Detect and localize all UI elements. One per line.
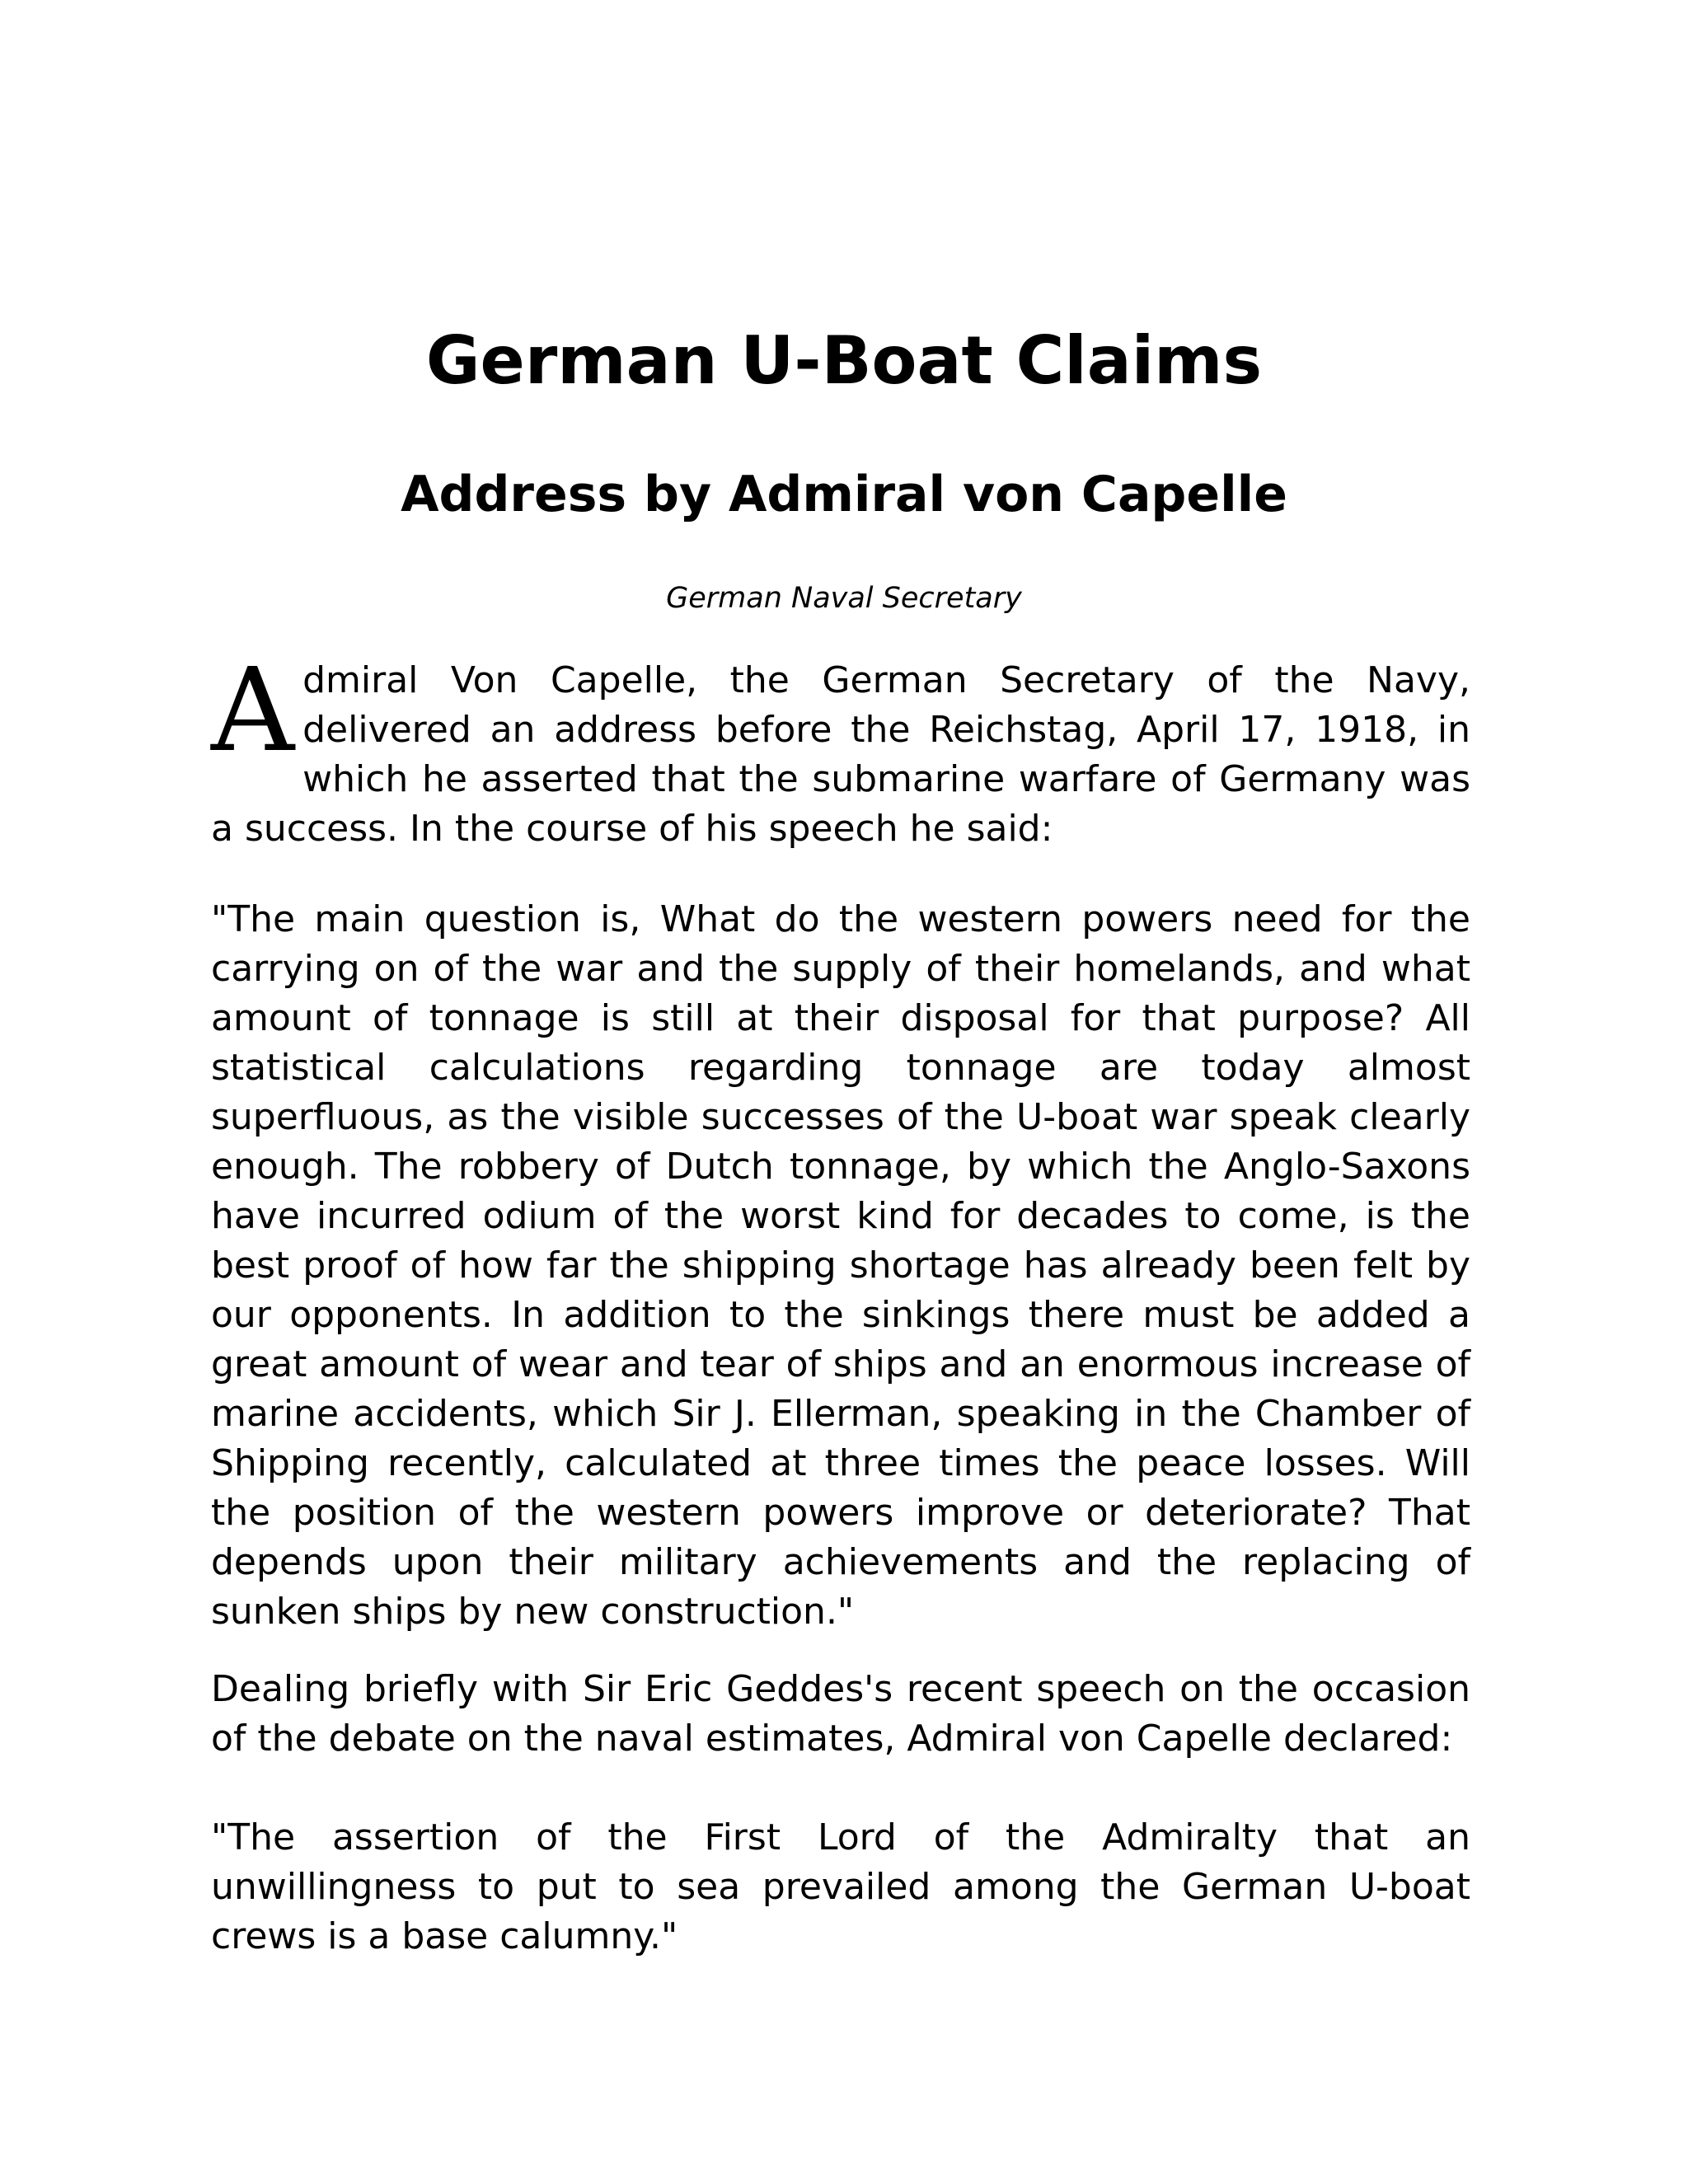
byline: German Naval Secretary: [666, 582, 1022, 615]
paragraph-1: [211, 644, 1470, 854]
paragraph-3: Dealing briefly with Sir Eric Geddes's recent speech on the occasion of the debate on the naval estimates, Admiral von Capelle declared:: [211, 1668, 1470, 1760]
page-title: German U-Boat Claims: [425, 322, 1263, 399]
paragraph-4: "The assertion of the First Lord of the Admiralty that an unwillingness to put to sea prevailed among the German U-boat crews is a base calumny.": [211, 1816, 1470, 1957]
paragraph-1-text: dmiral Von Capelle, the German Secretary of the Navy, delivered an address before the Reichstag, April 17, 1918, in which he asserted that the submarine warfare of Germany was a success. In the course of his speech he said:: [211, 659, 1470, 850]
paragraph-2: "The main question is, What do the western powers need for the carrying on of the war and the supply of their homelands, and what amount of tonnage is still at their disposal for that purpose? All statistical calculations regarding tonnage are today almost superfluous, as the visible successes of the U-boat war speak clearly enough. The robbery of Dutch tonnage, by which the Anglo-Saxons have incurred odium of the worst kind for decades to come, is the best proof of how far the shipping shortage has already been felt by our opponents. In addition to the sinkings there must be added a great amount of wear and tear of ships and an enormous increase of marine accidents, which Sir J. Ellerman, speaking in the Chamber of Shipping recently, calculated at three times the peace losses. Will the position of the western powers improve or deteriorate? That depends upon their military achievements and the replacing of sunken ships by new construction.": [211, 898, 1470, 1633]
page-subtitle: Address by Admiral von Capelle: [401, 466, 1287, 523]
drop-cap: A: [211, 644, 295, 778]
